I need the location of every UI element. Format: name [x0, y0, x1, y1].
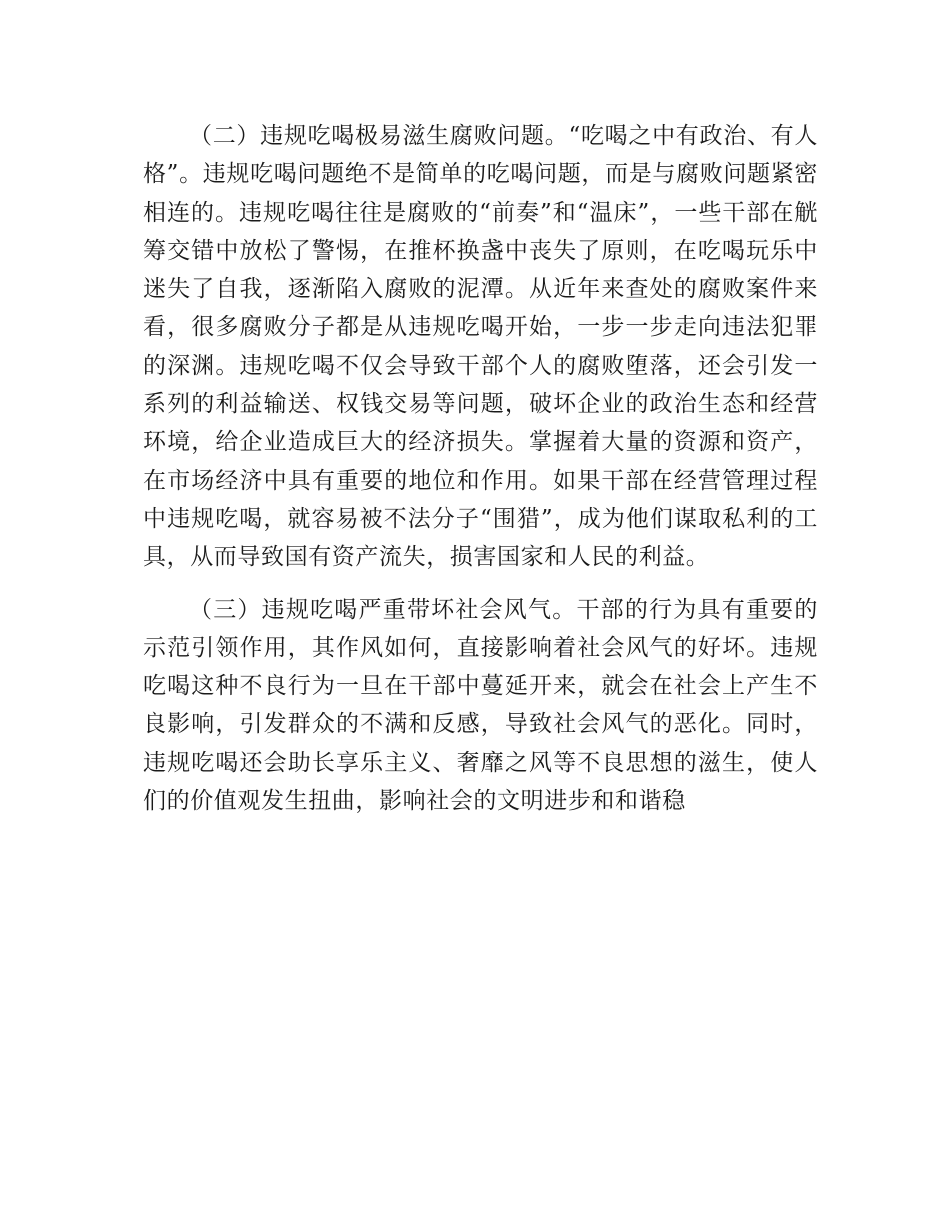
paragraph-section-two: （二）违规吃喝极易滋生腐败问题。“吃喝之中有政治、有人格”。违规吃喝问题绝不是简单的吃喝问题，而是与腐败问题紧密相连的。违规吃喝往往是腐败的“前奏”和“温床”，一些干部在觥筹交错中放松了警惕，在推杯换盏中丧失了原则，在吃喝玩乐中迷失了自我，逐渐陷入腐败的泥潭。从近年来查处的腐败案件来看，很多腐败分子都是从违规吃喝开始，一步一步走向违法犯罪的深渊。违规吃喝不仅会导致干部个人的腐败堕落，还会引发一系列的利益输送、权钱交易等问题，破坏企业的政治生态和经营环境，给企业造成巨大的经济损失。掌握着大量的资源和资产，在市场经济中具有重要的地位和作用。如果干部在经营管理过程中违规吃喝，就容易被不法分子“围猎”，成为他们谋取私利的工具，从而导致国有资产流失，损害国家和人民的利益。 [143, 123, 818, 571]
paragraph-section-three: （三）违规吃喝严重带坏社会风气。干部的行为具有重要的示范引领作用，其作风如何，直接影响着社会风气的好坏。违规吃喝这种不良行为一旦在干部中蔓延开来，就会在社会上产生不良影响，引发群众的不满和反感，导致社会风气的恶化。同时，违规吃喝还会助长享乐主义、奢靡之风等不良思想的滋生，使人们的价值观发生扭曲，影响社会的文明进步和和谐稳 [143, 596, 818, 815]
document-body [143, 117, 818, 820]
